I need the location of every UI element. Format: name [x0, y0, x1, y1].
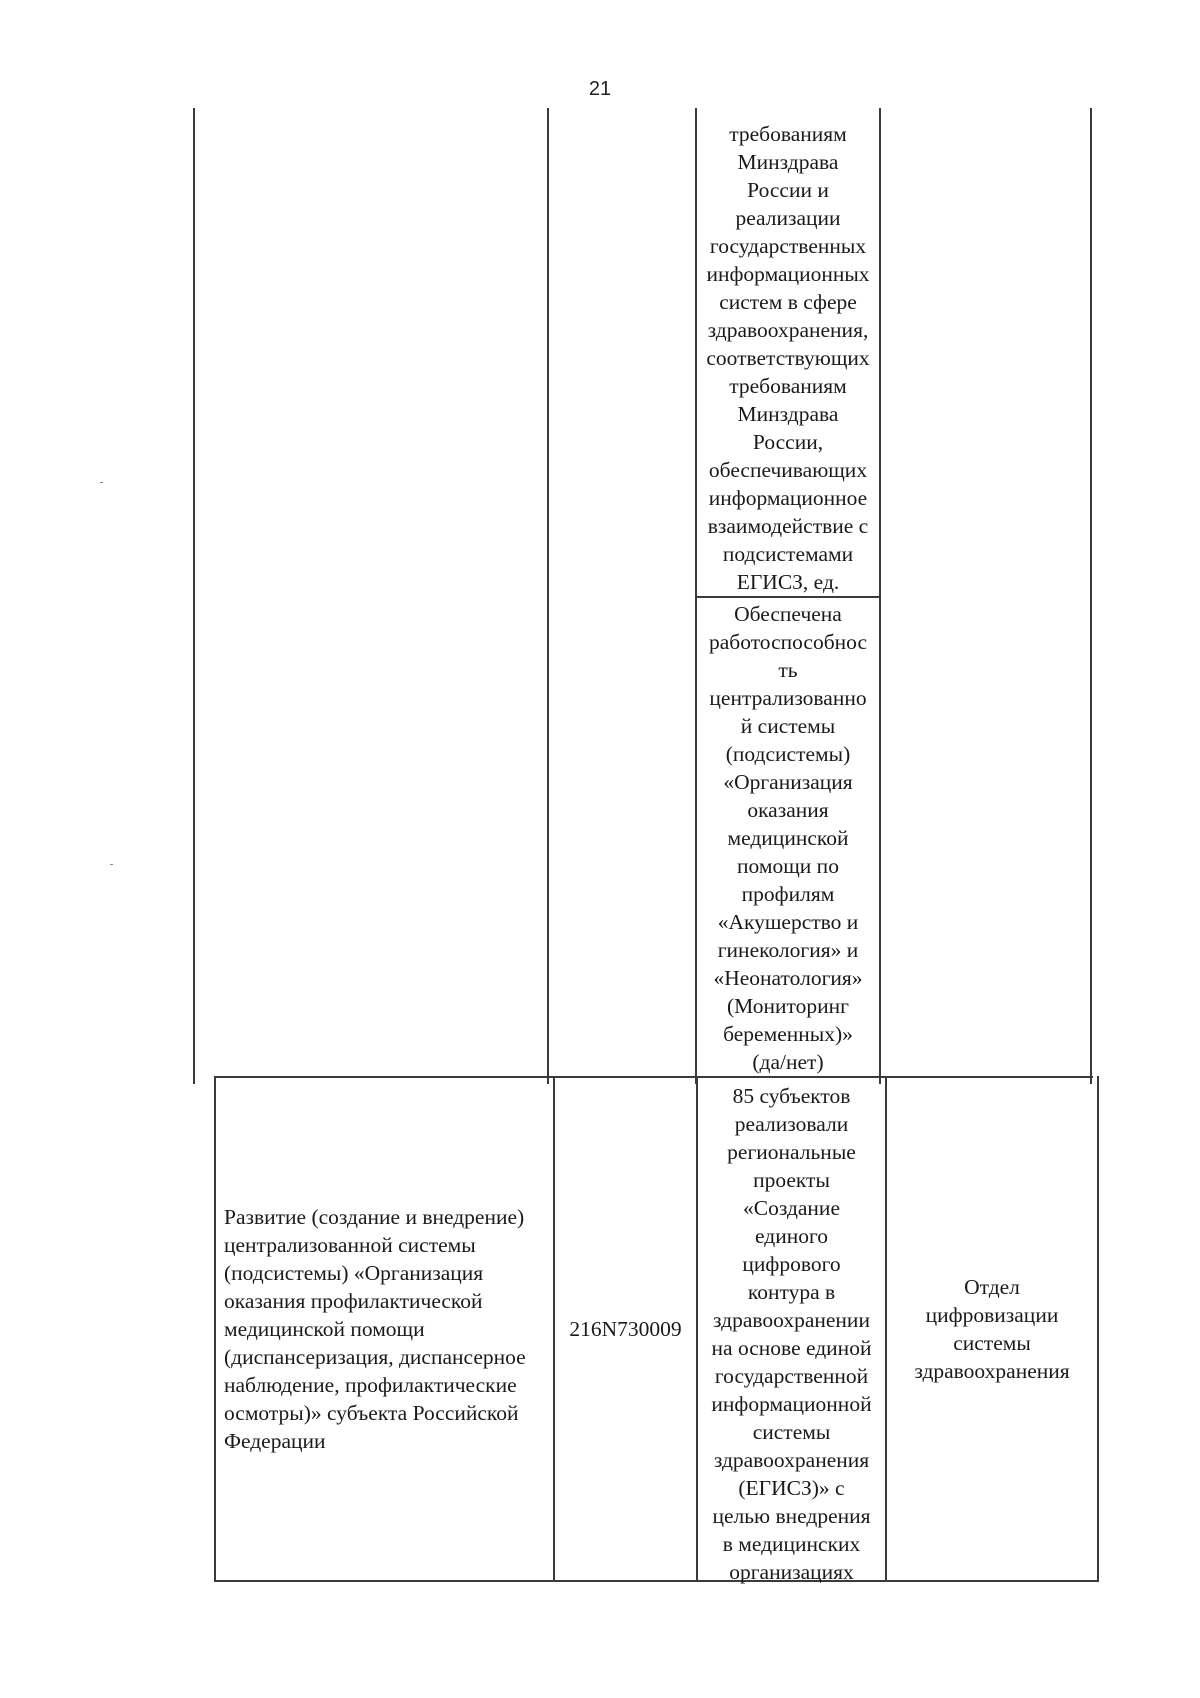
indicator-text-line: централизованно — [709, 686, 867, 710]
indicator-text-line: Минздрава — [737, 150, 839, 174]
responsible-line: цифровизации — [925, 1303, 1059, 1327]
indicator-text-line: «Акушерство и — [717, 910, 859, 934]
indicator-text-line: систем в сфере — [719, 290, 857, 314]
project-name-line: оказания профилактической — [224, 1289, 483, 1313]
indicator-text-line: Минздрава — [737, 402, 839, 426]
table-border-right-lower — [1097, 1076, 1099, 1582]
indicator-text-line: контура в — [747, 1280, 836, 1304]
project-name-line: наблюдение, профилактические — [224, 1373, 517, 1397]
indicator-text-line: системы — [752, 1420, 831, 1444]
indicator-cell-1 — [697, 120, 879, 596]
indicator-text-line: подсистемами — [722, 542, 854, 566]
project-code-cell — [555, 1078, 696, 1580]
indicator-text-line: здравоохранении — [713, 1308, 870, 1332]
indicator-text-line: информационных — [706, 262, 870, 286]
scan-speck — [110, 864, 113, 865]
indicator-text-line: требованиям — [729, 122, 847, 146]
indicator-text-line: ть — [778, 658, 798, 682]
responsible-line: системы — [953, 1331, 1031, 1355]
table-divider-col2-upper — [547, 108, 549, 1084]
indicator-text-line: региональные — [727, 1140, 856, 1164]
indicator-text-line: (подсистемы) — [725, 742, 851, 766]
indicator-text-line: организациях — [729, 1560, 854, 1584]
responsible-line: здравоохранения — [914, 1359, 1070, 1383]
scan-speck — [100, 482, 103, 483]
indicator-text-line: оказания — [747, 798, 829, 822]
indicator-text-line: информационное — [708, 486, 868, 510]
indicator-text-line: (да/нет) — [752, 1050, 824, 1074]
indicator-text-line: обеспечивающих — [708, 458, 868, 482]
indicator-text-line: гинекология» и — [717, 938, 859, 962]
project-name-line: (подсистемы) «Организация — [224, 1261, 484, 1285]
indicator-text-line: цифрового — [742, 1252, 841, 1276]
indicator-text-line: Обеспечена — [734, 602, 842, 626]
project-name-cell — [224, 1078, 551, 1580]
project-name-line: централизованной системы — [224, 1233, 476, 1257]
indicator-text-line: помощи по — [737, 854, 839, 878]
indicator-text-line: государственной — [714, 1364, 869, 1388]
indicator-text-line: России, — [752, 430, 824, 454]
indicator-text-line: на основе единой — [711, 1336, 872, 1360]
indicator-text-line: здравоохранения, — [707, 318, 869, 342]
indicator-text-line: требованиям — [729, 374, 847, 398]
indicator-text-line: в медицинских — [722, 1532, 861, 1556]
project-name-line: осмотры)» субъекта Российской — [224, 1401, 519, 1425]
indicator-text-line: реализовали — [734, 1112, 849, 1136]
indicator-text-line: ЕГИСЗ, ед. — [736, 570, 840, 594]
indicator-text-line: медицинской — [727, 826, 849, 850]
indicator-cell-divider — [696, 596, 880, 598]
indicator-text-line: целью внедрения — [712, 1504, 871, 1528]
table-border-left-upper — [193, 108, 195, 1084]
indicator-text-line: (ЕГИСЗ)» с — [738, 1476, 845, 1500]
responsible-line: Отдел — [964, 1275, 1020, 1299]
indicator-cell-2 — [697, 600, 879, 1076]
indicator-text-line: й системы — [740, 714, 836, 738]
indicator-text-line: (Мониторинг — [727, 994, 849, 1018]
indicator-text-line: взаимодействие с — [707, 514, 869, 538]
table-border-bottom — [214, 1580, 1099, 1582]
indicator-text-line: беременных)» — [723, 1022, 853, 1046]
indicator-text-line: работоспособнос — [709, 630, 867, 654]
indicator-text-line: единого — [755, 1224, 828, 1248]
indicator-text-line: государственных — [709, 234, 867, 258]
indicator-text-line: соответствующих — [706, 346, 870, 370]
project-code: 216N730009 — [569, 1317, 682, 1341]
indicator-text-line: России и — [747, 178, 829, 202]
project-name-line: (диспансеризация, диспансерное — [224, 1345, 526, 1369]
indicator-text-line: здравоохранения — [713, 1448, 870, 1472]
indicator-text-line: 85 субъектов — [732, 1084, 851, 1108]
table-border-left-lower — [214, 1076, 216, 1582]
responsible-cell — [887, 1078, 1097, 1580]
indicator-text-line: информационной — [711, 1392, 872, 1416]
indicator-text-line: «Организация — [723, 770, 853, 794]
indicator-text-line: реализации — [735, 206, 841, 230]
table-border-right-upper — [1090, 108, 1092, 1084]
indicator-text-line: проекты — [753, 1168, 830, 1192]
indicator-text-line: «Создание — [743, 1196, 840, 1220]
project-name-line: Развитие (создание и внедрение) — [224, 1205, 525, 1229]
page-number: 21 — [588, 78, 612, 100]
project-name-line: медицинской помощи — [224, 1317, 425, 1341]
project-name-line: Федерации — [224, 1429, 326, 1453]
indicator-text-line: профилям — [741, 882, 835, 906]
indicator-text-line: «Неонатология» — [713, 966, 863, 990]
indicator-cell-3 — [698, 1082, 885, 1586]
